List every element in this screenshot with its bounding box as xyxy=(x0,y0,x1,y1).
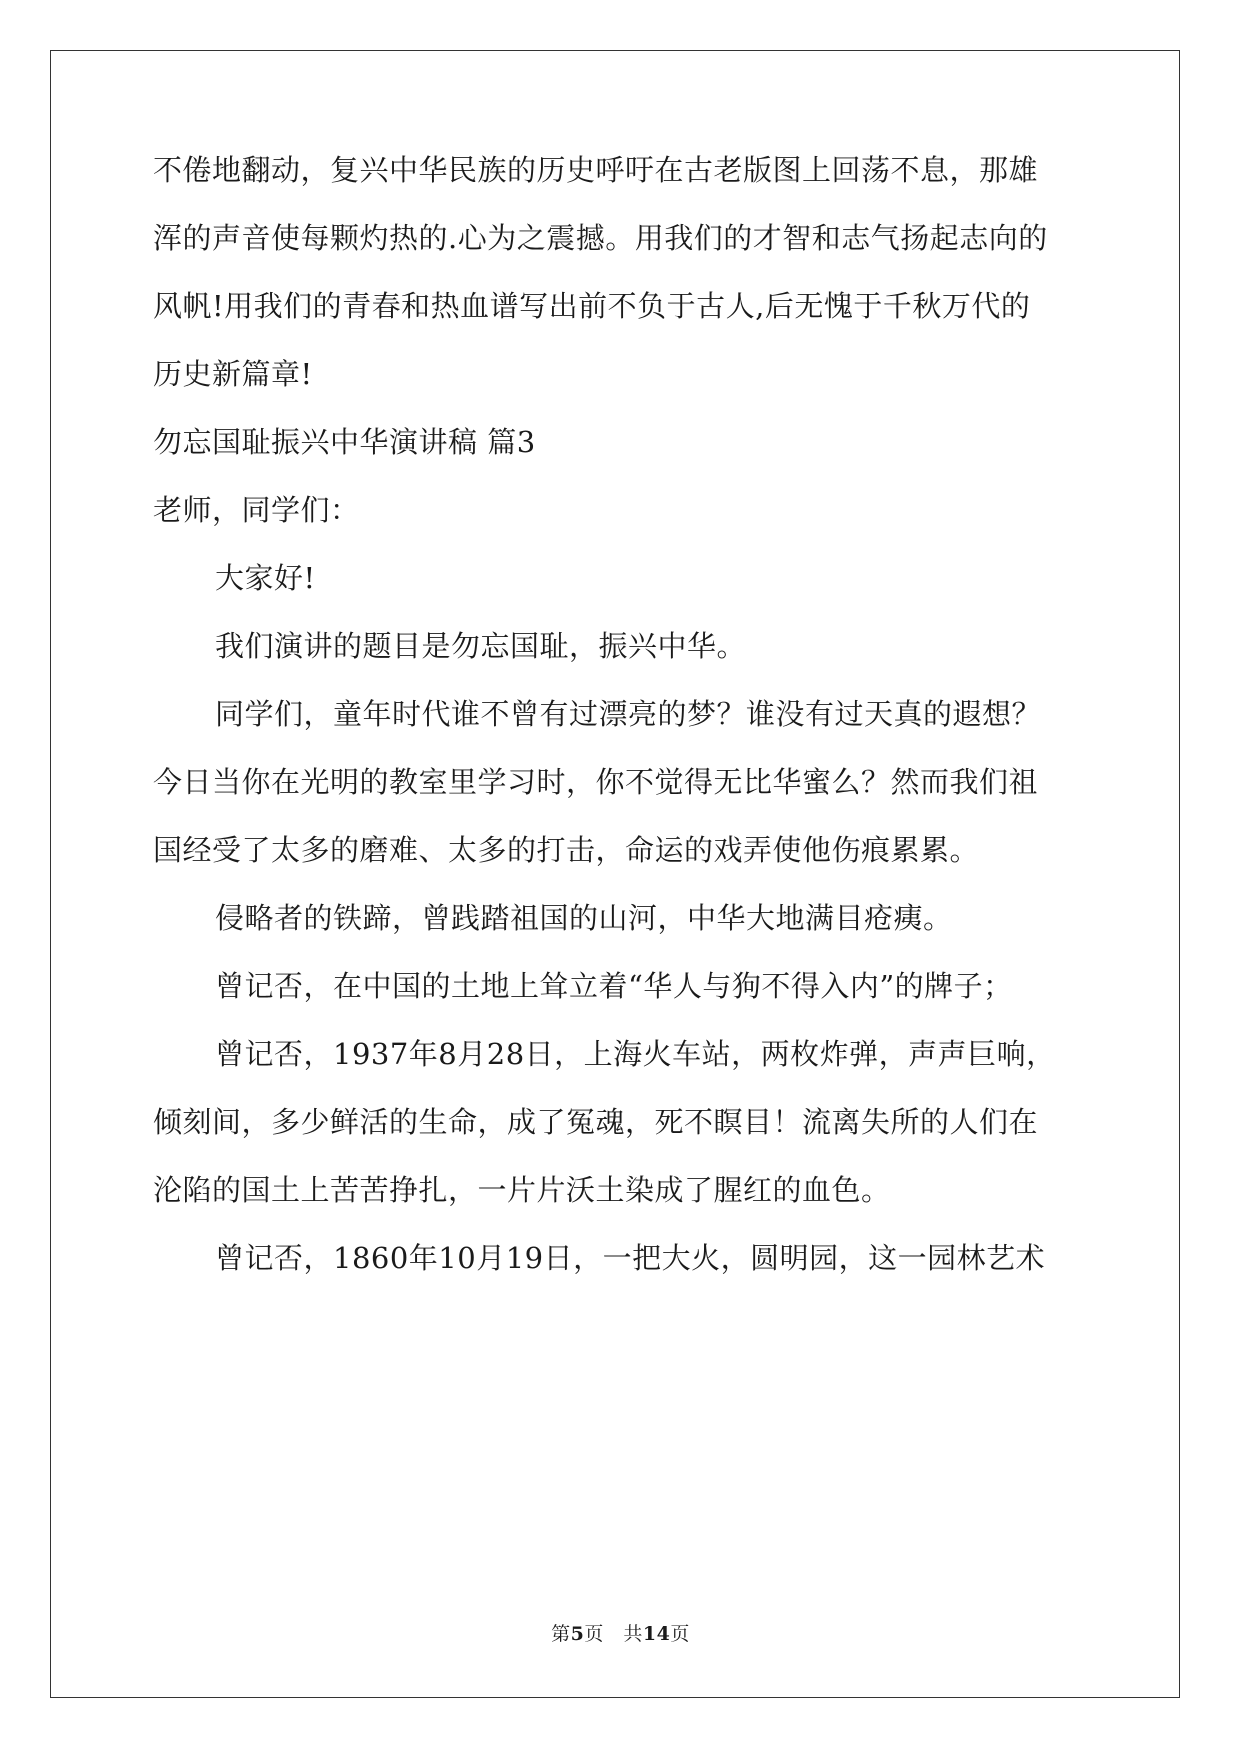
footer-suffix: 页 xyxy=(670,1623,690,1645)
body-line-9: 同学们，童年时代谁不曾有过漂亮的梦？谁没有过天真的遐想？ xyxy=(215,697,1042,731)
salutation: 老师，同学们： xyxy=(153,493,360,527)
footer-mid: 页 共 xyxy=(584,1623,643,1645)
body-line-2: 浑的声音使每颗灼热的.心为之震撼。用我们的才智和志气扬起志向的 xyxy=(153,221,1048,255)
body-line-3: 风帆!用我们的青春和热血谱写出前不负于古人,后无愧于千秋万代的 xyxy=(153,289,1031,323)
page-footer xyxy=(0,1622,1241,1646)
footer-page-number: 5 xyxy=(570,1623,585,1645)
body-line-8: 我们演讲的题目是勿忘国耻，振兴中华。 xyxy=(215,629,747,663)
body-line-4: 历史新篇章! xyxy=(153,357,313,391)
body-line-11: 国经受了太多的磨难、太多的打击，命运的戏弄使他伤痕累累。 xyxy=(153,833,980,867)
body-line-12: 侵略者的铁蹄，曾践踏祖国的山河，中华大地满目疮痍。 xyxy=(215,901,953,935)
body-line-10: 今日当你在光明的教室里学习时，你不觉得无比华蜜么？然而我们祖 xyxy=(153,765,1039,799)
body-line-16: 沦陷的国土上苦苦挣扎，一片片沃土染成了腥红的血色。 xyxy=(153,1173,891,1207)
footer-prefix: 第 xyxy=(551,1623,571,1645)
body-line-15: 倾刻间，多少鲜活的生命，成了冤魂，死不瞑目！流离失所的人们在 xyxy=(153,1105,1039,1139)
footer-total-pages: 14 xyxy=(642,1623,671,1645)
body-line-1: 不倦地翻动，复兴中华民族的历史呼吁在古老版图上回荡不息，那雄 xyxy=(153,153,1039,187)
body-line-17: 曾记否，1860年10月19日，一把大火，圆明园，这一园林艺术 xyxy=(215,1241,1046,1275)
greeting: 大家好! xyxy=(215,561,316,595)
body-line-14: 曾记否，1937年8月28日，上海火车站，两枚炸弹，声声巨响， xyxy=(215,1037,1056,1071)
body-line-13: 曾记否，在中国的土地上耸立着“华人与狗不得入内”的牌子； xyxy=(215,969,1013,1003)
section-heading: 勿忘国耻振兴中华演讲稿 篇3 xyxy=(153,425,536,459)
